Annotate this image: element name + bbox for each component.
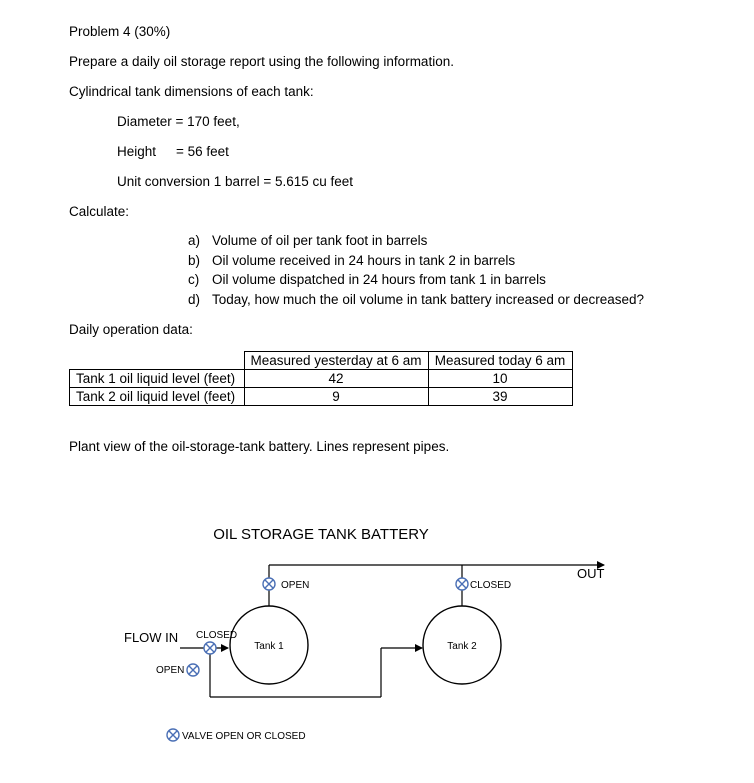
unit-conversion: Unit conversion 1 barrel = 5.615 cu feet [117,174,354,189]
row-label: Tank 1 oil liquid level (feet) [70,370,245,388]
cell-yesterday: 9 [244,388,428,406]
row-label: Tank 2 oil liquid level (feet) [70,388,245,406]
height-value: = 56 feet [176,144,229,159]
plant-view-caption: Plant view of the oil-storage-tank battery. Lines represent pipes. [69,439,450,454]
column-header-yesterday: Measured yesterday at 6 am [244,352,428,370]
out-label: OUT [577,566,605,581]
valve-inlet-lower-state: OPEN [156,665,185,676]
valve-inlet-open-icon [187,664,199,676]
diameter-line: Diameter = 170 feet, [117,114,240,129]
question-text: Oil volume received in 24 hours in tank 2 in barrels [212,252,516,268]
problem-intro: Prepare a daily oil storage report using the following information. [69,54,454,69]
question-marker: c) [188,272,200,287]
question-text: Volume of oil per tank foot in barrels [212,233,428,248]
problem-title: Problem 4 (30%) [69,24,171,39]
calculate-heading: Calculate: [69,204,130,219]
tank-2-label: Tank 2 [447,641,477,652]
question-text: Today, how much the oil volume in tank battery increased or decreased? [212,291,644,307]
valve-tank2-state: CLOSED [470,580,512,591]
cell-today: 10 [428,370,572,388]
tank-1-label: Tank 1 [254,641,284,652]
question-marker: d) [188,291,201,307]
cell-yesterday: 42 [244,370,428,388]
question-marker: b) [188,252,201,268]
cell-today: 39 [428,388,572,406]
diagram-title: OIL STORAGE TANK BATTERY [213,526,429,543]
valve-tank1-state: OPEN [281,580,310,591]
legend-label: VALVE OPEN OR CLOSED [182,731,306,742]
daily-operation-heading: Daily operation data: [69,322,193,337]
valve-inlet-closed-icon [204,642,216,654]
question-marker: a) [188,233,201,248]
legend-valve-icon [167,729,179,741]
question-text: Oil volume dispatched in 24 hours from tank 1 in barrels [212,272,546,287]
valve-tank1-open-icon [263,578,275,590]
height-label: Height [117,144,157,159]
valve-inlet-upper-state: CLOSED [196,630,238,641]
column-header-today: Measured today 6 am [428,352,572,370]
dimensions-heading: Cylindrical tank dimensions of each tank: [69,84,314,99]
valve-tank2-closed-icon [456,578,468,590]
flow-in-label: FLOW IN [124,630,179,645]
